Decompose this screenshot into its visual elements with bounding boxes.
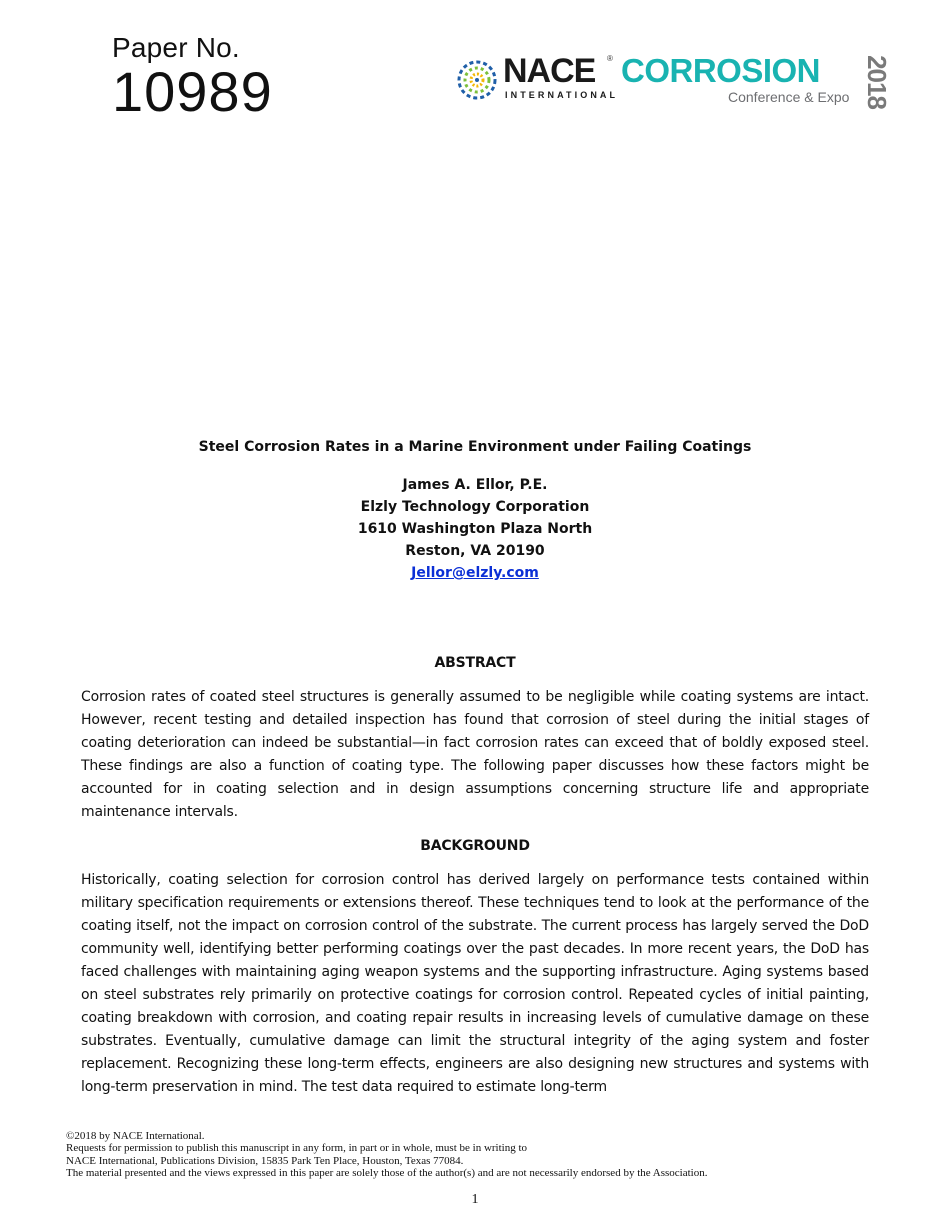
abstract-heading: ABSTRACT — [434, 655, 516, 671]
conference-logo — [455, 54, 895, 110]
paper-number: 10989 — [112, 60, 273, 123]
author-organization: Elzly Technology Corporation — [360, 499, 590, 515]
copyright-footer — [66, 1130, 707, 1179]
author-name: James A. Ellor, P.E. — [402, 477, 548, 493]
nace-logo-text: NACE — [503, 52, 596, 90]
nace-subtitle: INTERNATIONAL — [505, 90, 619, 100]
nace-globe-icon — [455, 58, 499, 102]
permission-line-1: Requests for permission to publish this manuscript in any form, in part or in whole, must be in writing to — [66, 1142, 528, 1155]
registered-mark: ® — [607, 54, 613, 63]
conference-year: 2018 — [862, 55, 892, 109]
corrosion-logo-text: CORROSION — [621, 52, 821, 89]
author-city: Reston, VA 20190 — [405, 543, 545, 559]
paper-number-label: Paper No. — [112, 32, 240, 63]
conference-expo-text: Conference & Expo — [728, 89, 850, 105]
author-address: 1610 Washington Plaza North — [357, 521, 593, 537]
copyright-line: ©2018 by NACE International. — [66, 1130, 205, 1142]
page-number: 1 — [471, 1192, 479, 1207]
title-block — [80, 436, 870, 584]
background-paragraph: Historically, coating selection for corrosion control has derived largely on performance tests contained within military specification requirements or extensions thereof. These techniques tend to look at the performance of the coating itself, not the impact on corrosion control of the substrate. The current process has largely served the DoD community well, identifying better performing coatings over the past decades. In more recent years, the DoD has faced challenges with maintaining aging weapon systems and the supporting infrastructure. Aging systems based on steel substrates rely primarily on protective coatings for corrosion control. Repeated cycles of initial painting, coating breakdown with corrosion, and coating repair results in increasing levels of cumulative damage on these substrates. Eventually, cumulative damage can limit the structural integrity of the aging system and foster replacement. Recognizing these long-term effects, engineers are also designing new structures and systems with long-term preservation in mind. The test data required to estimate long-term — [81, 871, 869, 1096]
background-heading: BACKGROUND — [420, 837, 530, 854]
permission-line-2: NACE International, Publications Division, 15835 Park Ten Place, Houston, Texas 77084. — [66, 1154, 464, 1167]
paper-body — [81, 652, 869, 1110]
paper-number-block — [112, 32, 273, 123]
abstract-paragraph: Corrosion rates of coated steel structures is generally assumed to be negligible while coating systems are intact. However, recent testing and detailed inspection has found that corrosion of steel during the initial stages of coating deterioration can indeed be substantial—in fact corrosion rates can exceed that of boldly exposed steel. These findings are also a function of coating type. The following paper discusses how these factors might be accounted for in coating selection and in design assumptions concerning structure life and appropriate maintenance intervals. — [81, 689, 869, 821]
paper-title: Steel Corrosion Rates in a Marine Environment under Failing Coatings — [198, 439, 752, 455]
author-email-link[interactable]: Jellor@elzly.com — [411, 565, 539, 581]
disclaimer-line: The material presented and the views expressed in this paper are solely those of the author(s) and are not necessarily endorsed by the Association. — [66, 1166, 708, 1179]
